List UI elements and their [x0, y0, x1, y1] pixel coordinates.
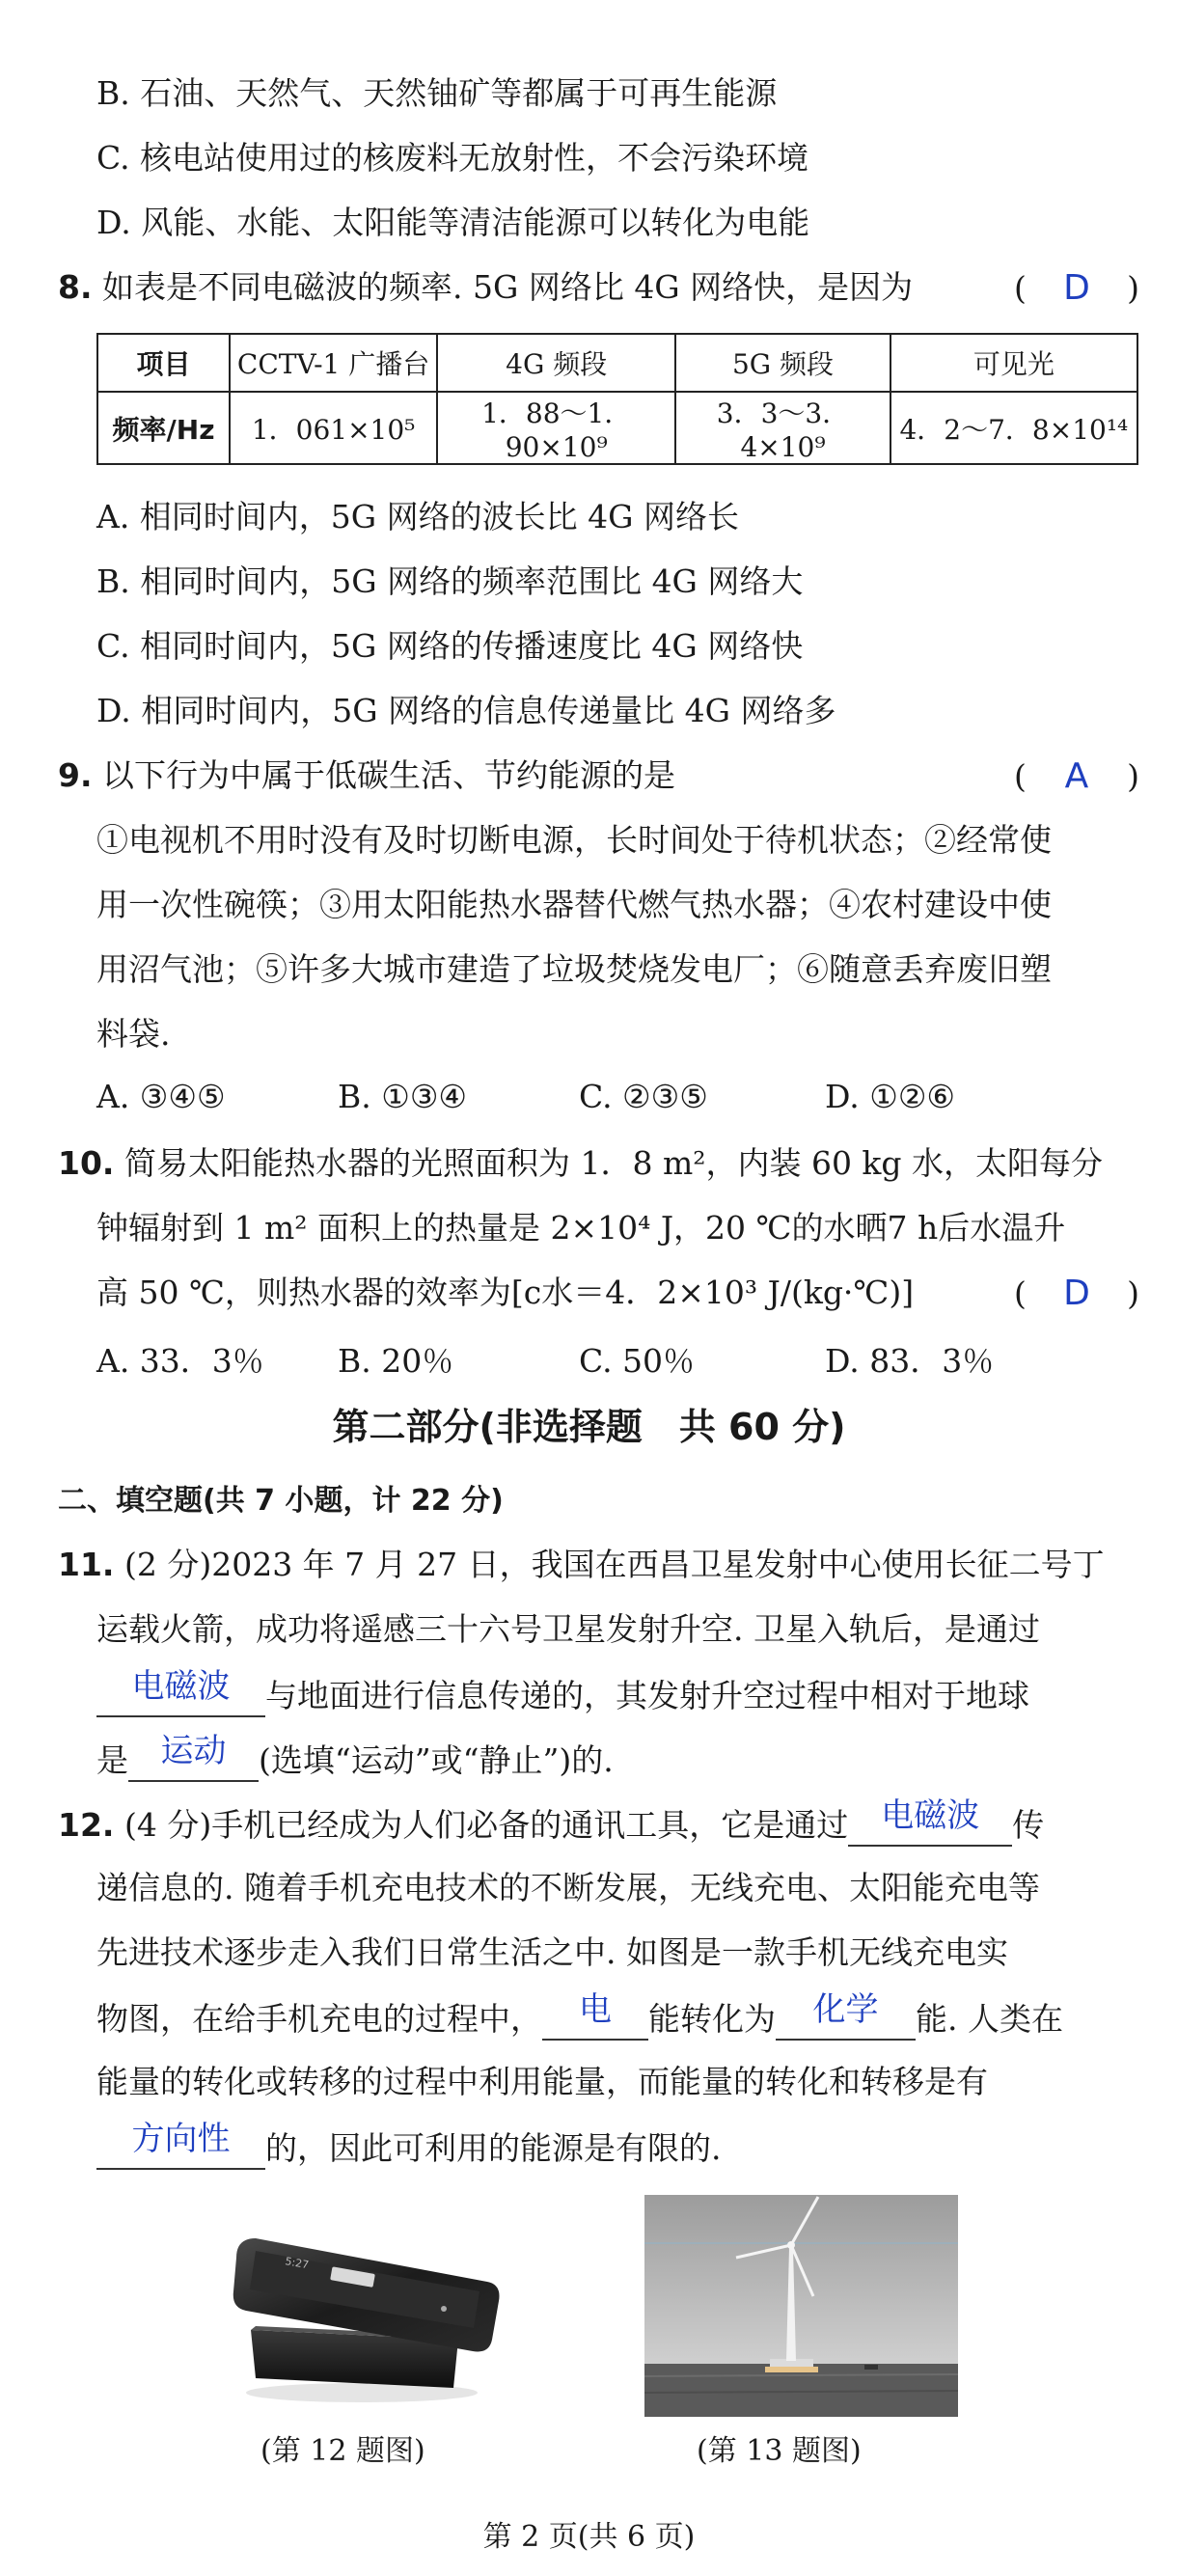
q10-text: 简易太阳能热水器的光照面积为 1．8 m²，内装 60 kg 水，太阳每分 [123, 1144, 1104, 1182]
wind-turbine-photo [644, 2195, 958, 2417]
q9-body-line: 用一次性碗筷；③用太阳能热水器替代燃气热水器；④农村建设中使 [96, 886, 1052, 923]
q12-line-1-text: (4 分)手机已经成为人们必备的通讯工具，它是通过 [123, 1806, 849, 1844]
q7-option-b: B. 石油、天然气、天然铀矿等都属于可再生能源 [96, 74, 778, 112]
q10-option-d: D. 83．3％ [825, 1342, 995, 1380]
table-header-cell: 可见光 [890, 334, 1137, 392]
q9-option-b: B. ①③④ [338, 1078, 467, 1115]
q12-line-4-tail: 能. 人类在 [916, 2000, 1063, 2038]
q11-line-2: 运载火箭，成功将遥感三十六号卫星发射升空. 卫星入轨后，是通过 [96, 1610, 1040, 1648]
q7-option-d: D. 风能、水能、太阳能等清洁能源可以转化为电能 [96, 204, 810, 241]
table-header-cell: CCTV-1 广播台 [230, 334, 437, 392]
q8-stem-line [58, 266, 1139, 309]
fig13-caption: (第 13 题图) [697, 2434, 862, 2468]
q12-line-6 [96, 2120, 1139, 2170]
q11-line-3 [96, 1667, 1139, 1717]
q12-blank-2 [542, 1990, 648, 2041]
table-cell: 1．061×10⁵ [230, 392, 437, 464]
q8-option-b: B. 相同时间内，5G 网络的频率范围比 4G 网络大 [96, 562, 804, 600]
q8-answer-paren: ( D ) [1014, 267, 1139, 308]
q9-stem: 以下行为中属于低碳生活、节约能源的是 [102, 756, 675, 794]
q9-number: 9. [58, 756, 93, 794]
q12-line-3: 先进技术逐步走入我们日常生活之中. 如图是一款手机无线充电实 [96, 1933, 1008, 1971]
q11-line-4-prefix: 是 [96, 1741, 128, 1779]
q10-option-c: C. 50％ [579, 1342, 696, 1380]
q9-answer: A [1064, 755, 1089, 796]
q10-answer: D [1063, 1273, 1090, 1313]
q12-blank-3 [776, 1990, 916, 2041]
frequency-table [96, 333, 1138, 465]
q11-blank-2-answer: 运动 [160, 1732, 227, 1770]
q7-option-c: C. 核电站使用过的核废料无放射性，不会污染环境 [96, 139, 809, 177]
q8-option-a: A. 相同时间内，5G 网络的波长比 4G 网络长 [96, 498, 739, 535]
q9-option-a: A. ③④⑤ [96, 1078, 226, 1115]
q9-body-line: 用沼气池；⑤许多大城市建造了垃圾焚烧发电厂；⑥随意丢弃废旧塑 [96, 950, 1052, 988]
q11-blank-2 [128, 1732, 259, 1782]
table-cell: 1．88～1．90×10⁹ [437, 392, 675, 464]
q11-line-4-text: (选填“运动”或“静止”)的. [259, 1741, 614, 1779]
table-cell: 3．3～3．4×10⁹ [675, 392, 890, 464]
q8-number: 8. [58, 268, 93, 306]
q12-blank-1-answer: 电磁波 [881, 1796, 980, 1835]
fig12-caption: (第 12 题图) [260, 2434, 425, 2468]
page-footer: 第 2 页(共 6 页) [482, 2520, 696, 2554]
table-cell: 4．2～7．8×10¹⁴ [890, 392, 1137, 464]
q12-line-4-text: 物图，在给手机充电的过程中， [96, 2000, 542, 2038]
q10-line-1 [58, 1142, 1139, 1185]
q12-blank-2-answer: 电 [579, 1990, 612, 2029]
q10-line-2: 钟辐射到 1 m² 面积上的热量是 2×10⁴ J，20 ℃的水晒7 h后水温升 [96, 1209, 1066, 1247]
q9-body-line: 料袋. [96, 1015, 171, 1053]
table-header-row [97, 334, 1137, 392]
section-subtitle: 二、填空题(共 7 小题，计 22 分) [58, 1484, 504, 1518]
table-header-cell: 项目 [97, 334, 230, 392]
q12-number: 12. [58, 1806, 115, 1844]
offshore-wind-turbine-illustration [644, 2195, 958, 2417]
section-title: 第二部分(非选择题 共 60 分) [332, 1406, 846, 1448]
table-row-label: 频率/Hz [97, 392, 230, 464]
wireless-charging-photo [217, 2214, 507, 2407]
table-row [97, 392, 1137, 464]
q10-options [96, 1336, 1139, 1379]
q11-line-4 [96, 1732, 1139, 1782]
q11-blank-1 [96, 1667, 265, 1717]
q8-stem: 如表是不同电磁波的频率. 5G 网络比 4G 网络快，是因为 [102, 268, 914, 306]
q12-line-2: 递信息的. 随着手机充电技术的不断发展，无线充电、太阳能充电等 [96, 1869, 1040, 1906]
q12-line-4 [96, 1990, 1139, 2041]
phone-screen-time: 5:27 [284, 2255, 311, 2272]
table-header-cell: 5G 频段 [675, 334, 890, 392]
q8-option-d: D. 相同时间内，5G 网络的信息传递量比 4G 网络多 [96, 692, 836, 729]
q10-answer-paren: ( D ) [1014, 1273, 1139, 1313]
q10-number: 10. [58, 1144, 115, 1182]
q12-line-4-mid: 能转化为 [648, 2000, 776, 2038]
q12-line-1 [58, 1796, 1139, 1847]
q12-line-5: 能量的转化或转移的过程中利用能量，而能量的转化和转移是有 [96, 2063, 988, 2100]
q9-option-c: C. ②③⑤ [579, 1078, 708, 1115]
table-header-cell: 4G 频段 [437, 334, 675, 392]
q12-blank-4 [96, 2120, 265, 2170]
q11-line-3-text: 与地面进行信息传递的，其发射升空过程中相对于地球 [265, 1677, 1029, 1714]
q8-answer: D [1063, 267, 1090, 308]
q11-number: 11. [58, 1546, 115, 1583]
q11-blank-1-answer: 电磁波 [131, 1667, 231, 1706]
q9-answer-paren: ( A ) [1014, 755, 1139, 796]
phone-charger-illustration [217, 2214, 507, 2407]
q10-line-3: 高 50 ℃，则热水器的效率为[c水＝4．2×10³ J/(kg·℃)] [96, 1274, 915, 1311]
q11-text: (2 分)2023 年 7 月 27 日，我国在西昌卫星发射中心使用长征二号丁 [123, 1546, 1105, 1583]
q12-blank-4-answer: 方向性 [131, 2120, 231, 2158]
q12-blank-3-answer: 化学 [812, 1990, 879, 2029]
q11-line-1 [58, 1544, 1139, 1586]
q12-blank-1 [848, 1796, 1012, 1847]
q9-option-d: D. ①②⑥ [825, 1078, 956, 1115]
q12-line-1-tail: 传 [1012, 1806, 1045, 1844]
q9-body-line: ①电视机不用时没有及时切断电源，长时间处于待机状态；②经常使 [96, 821, 1052, 859]
q9-options [96, 1078, 1139, 1120]
q12-line-6-text: 的，因此可利用的能源是有限的. [265, 2129, 722, 2167]
q10-option-a: A. 33．3％ [96, 1342, 264, 1380]
q9-stem-line [58, 754, 1139, 797]
q8-option-c: C. 相同时间内，5G 网络的传播速度比 4G 网络快 [96, 627, 804, 665]
q10-option-b: B. 20％ [338, 1342, 454, 1380]
